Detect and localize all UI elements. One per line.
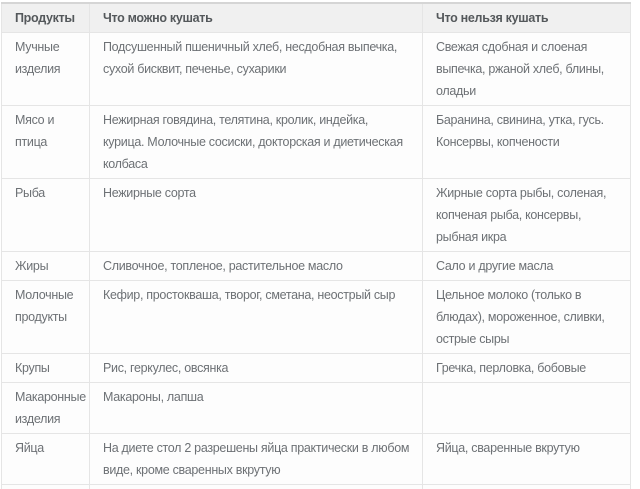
table-body (2, 33, 631, 489)
cell-allowed: Подсушенный пшеничный хлеб, несдобная выпечка, сухой бисквит, печенье, сухарики (90, 33, 423, 106)
column-header-products: Продукты (2, 3, 90, 33)
table-row-cutoff (2, 485, 631, 489)
table-row (2, 281, 631, 354)
table-row (2, 383, 631, 434)
cell-product: Молочные продукты (2, 281, 90, 354)
cell-product: Макаронные изделия (2, 383, 90, 434)
diet-table (1, 2, 631, 489)
cell-empty (90, 485, 423, 489)
cell-forbidden: Яйца, сваренные вкрутую (423, 434, 631, 485)
cell-allowed: Нежирная говядина, телятина, кролик, индейка, курица. Молочные сосиски, докторская и диетическая колбаса (90, 106, 423, 179)
cell-allowed: На диете стол 2 разрешены яйца практически в любом виде, кроме сваренных вкрутую (90, 434, 423, 485)
cell-product: Рыба (2, 179, 90, 252)
cell-allowed: Сливочное, топленое, растительное масло (90, 252, 423, 281)
table-row (2, 434, 631, 485)
cell-allowed: Нежирные сорта (90, 179, 423, 252)
cell-allowed: Рис, геркулес, овсянка (90, 354, 423, 383)
column-header-allowed: Что можно кушать (90, 3, 423, 33)
cell-product: Мясо и птица (2, 106, 90, 179)
cell-product: Яйца (2, 434, 90, 485)
table-row (2, 33, 631, 106)
table-row (2, 252, 631, 281)
cell-empty (2, 485, 90, 489)
cell-forbidden: Гречка, перловка, бобовые (423, 354, 631, 383)
cell-forbidden: Жирные сорта рыбы, соленая, копченая рыба, консервы, рыбная икра (423, 179, 631, 252)
cell-forbidden: Свежая сдобная и слоеная выпечка, ржаной хлеб, блины, оладьи (423, 33, 631, 106)
cell-product: Жиры (2, 252, 90, 281)
cell-forbidden: Сало и другие масла (423, 252, 631, 281)
cell-forbidden (423, 383, 631, 434)
column-header-forbidden: Что нельзя кушать (423, 3, 631, 33)
cell-allowed: Макароны, лапша (90, 383, 423, 434)
cell-allowed: Кефир, простокваша, творог, сметана, неострый сыр (90, 281, 423, 354)
table-header-row (2, 3, 631, 33)
table-row (2, 106, 631, 179)
cell-empty (423, 485, 631, 489)
table-row (2, 354, 631, 383)
table-row (2, 179, 631, 252)
cell-forbidden: Баранина, свинина, утка, гусь. Консервы, копчености (423, 106, 631, 179)
cell-product: Мучные изделия (2, 33, 90, 106)
cell-product: Крупы (2, 354, 90, 383)
cell-forbidden: Цельное молоко (только в блюдах), мороженное, сливки, острые сыры (423, 281, 631, 354)
